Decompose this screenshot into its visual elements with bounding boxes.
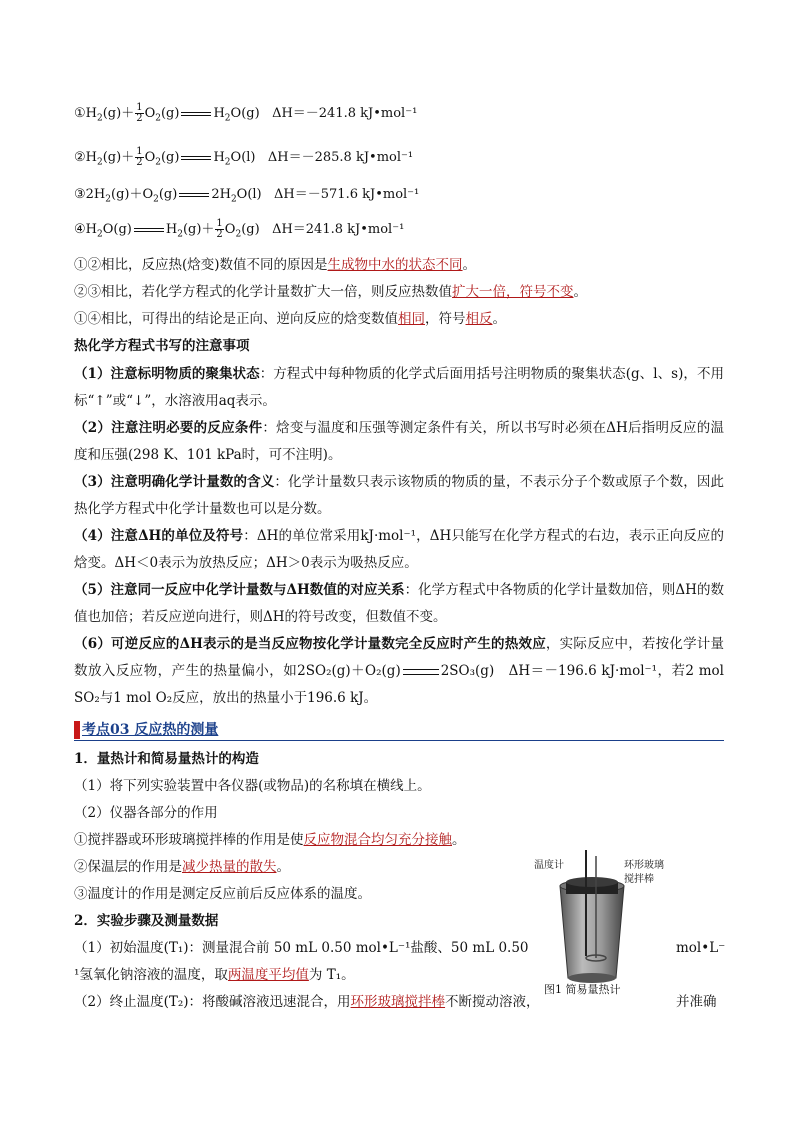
compare-3-mid: ，符号 <box>425 311 466 327</box>
eq4-dh: ΔH＝241.8 kJ•mol⁻¹ <box>272 222 405 237</box>
compare-1-text: ①②相比，反应热(焓变)数值不同的原因是 <box>74 257 328 273</box>
part1-line-3-end: 。 <box>452 832 466 848</box>
part1-line-5: ③温度计的作用是测定反应前后反应体系的温度。 <box>74 886 371 902</box>
figure-caption: 图1 简易量热计 <box>544 983 621 996</box>
label-stirrer-2: 搅拌棒 <box>624 874 654 885</box>
equation-3: $③2H_2(g)+O_2(g)$ $2H_2O(l)$ ΔH＝－571.6 kJ•mol⁻¹ <box>74 187 420 205</box>
reversible-arrow-icon <box>403 669 439 675</box>
part2-line-3-answer: 环形玻璃搅拌棒 <box>350 994 446 1010</box>
equation-1: $①H_2(g)+$ $\frac{1}{2}$ $O_2(g)$ $H_2O(g)$ ΔH＝－241.8 kJ•mol⁻¹ <box>74 102 418 124</box>
note-6-text-1: ，实际反应中，若按化学计量数放入反应物，产生的热量偏小，如2SO₂(g)＋O₂(g) <box>74 636 724 679</box>
note-5-text: ：化学方程式中各物质的化学计量数加倍，则ΔH的数值也加倍；若反应逆向进行，则ΔH的符号改变，但数值不变。 <box>74 582 724 625</box>
note-4-title: （4）注意ΔH的单位及符号 <box>74 528 244 544</box>
compare-2-text: ②③相比，若化学方程式的化学计量数扩大一倍，则反应热数值 <box>74 284 452 300</box>
note-6-text-2: 2SO₃(g) ΔH＝－196.6 kJ·mol⁻¹，若2 mol SO₂与1 mol O₂反应，放出的热量小于196.6 kJ。 <box>74 663 724 706</box>
part1-line-4-text: ②保温层的作用是 <box>74 859 182 875</box>
part2-line-2-end: 为 T₁。 <box>308 967 355 983</box>
part2-line-3-end: 不断搅动溶液， <box>445 994 540 1010</box>
compare-2-end: 。 <box>573 284 587 300</box>
compare-3-end: 。 <box>492 311 506 327</box>
part2-line-3 <box>74 991 540 1013</box>
part1-line-4-end: 。 <box>276 859 290 875</box>
eq2-dh: ΔH＝－285.8 kJ•mol⁻¹ <box>267 150 414 165</box>
part2-line-1: （1）初始温度(T₁)：测量混合前 50 mL 0.50 mol•L⁻¹盐酸、50 mL 0.50 <box>74 940 529 956</box>
part2-line-1-cont: mol•L⁻ <box>676 940 726 956</box>
part2-line-3-text: （2）终止温度(T₂)：将酸碱溶液迅速混合，用 <box>74 994 351 1010</box>
eq3-dh: ΔH＝－571.6 kJ•mol⁻¹ <box>274 187 420 202</box>
section-title: 考点03 反应热的测量 <box>82 722 219 738</box>
note-2-text: ：焓变与温度和压强等测定条件有关，所以书写时必须在ΔH后指明反应的温度和压强(298 K、101 kPa时，可不注明)。 <box>74 420 724 463</box>
part1-line-4-answer: 减少热量的散失 <box>182 859 277 875</box>
compare-1-end: 。 <box>462 257 477 273</box>
note-1 <box>74 361 724 415</box>
label-stirrer-1: 环形玻璃 <box>624 860 664 871</box>
part2-line-2-answer: 两温度平均值 <box>227 967 309 983</box>
note-3 <box>74 469 724 523</box>
label-thermometer: 温度计 <box>534 860 564 871</box>
note-6 <box>74 631 724 712</box>
note-1-title: （1）注意标明物质的聚集状态 <box>74 366 260 382</box>
part1-line-3-answer: 反应物混合均匀充分接触 <box>303 832 452 848</box>
part2-line-3-cont: 并准确 <box>676 994 717 1010</box>
part1-line-3-text: ①搅拌器或环形玻璃搅拌棒的作用是使 <box>74 832 304 848</box>
note-1-text: ：方程式中每种物质的化学式后面用括号注明物质的聚集状态(g、l、s)，不用标“↑”或“↓”，水溶液用aq表示。 <box>74 366 725 409</box>
compare-3-answer-1: 相同 <box>398 311 425 327</box>
part1-line-2: （2）仪器各部分的作用 <box>74 805 218 821</box>
note-2-title: （2）注意注明必要的反应条件 <box>74 420 263 436</box>
note-2 <box>74 415 724 469</box>
compare-1 <box>74 254 724 276</box>
note-3-text: ：化学计量数只表示该物质的物质的量，不表示分子个数或原子个数，因此热化学方程式中化学计量数也可以是分数。 <box>74 474 724 517</box>
note-5-title: （5）注意同一反应中化学计量数与ΔH数值的对应关系 <box>74 582 405 598</box>
compare-2-answer: 扩大一倍，符号不变 <box>452 284 574 300</box>
eq1-dh: ΔH＝－241.8 kJ•mol⁻¹ <box>272 106 418 121</box>
note-4-text: ：ΔH的单位常采用kJ·mol⁻¹，ΔH只能写在化学方程式的右边，表示正向反应的焓变。ΔH＜0表示为放热反应；ΔH＞0表示为吸热反应。 <box>74 528 725 571</box>
note-3-title: （3）注意明确化学计量数的含义 <box>74 474 275 490</box>
note-5 <box>74 577 724 631</box>
section-header <box>74 719 724 741</box>
part2-heading: 2．实验步骤及测量数据 <box>74 913 219 929</box>
part1-heading: 1．量热计和简易量热计的构造 <box>74 751 259 767</box>
compare-1-answer: 生成物中水的状态不同 <box>327 257 463 273</box>
section-rule <box>74 740 724 741</box>
note-6-title: （6）可逆反应的ΔH表示的是当反应物按化学计量数完全反应时产生的热效应 <box>74 636 546 652</box>
compare-2 <box>74 281 724 303</box>
part2-line-2-text: ¹氢氧化钠溶液的温度，取 <box>74 967 228 983</box>
notes-heading: 热化学方程式书写的注意事项 <box>74 338 250 354</box>
compare-3 <box>74 308 724 330</box>
compare-3-text: ①④相比，可得出的结论是正向、逆向反应的焓变数值 <box>74 311 398 327</box>
equation-4: $④H_2O(g)$ $H_2(g)+$ $\frac{1}{2}$ $O_2(g)$ ΔH＝241.8 kJ•mol⁻¹ <box>74 218 405 240</box>
part1-line-1: （1）将下列实验装置中各仪器(或物品)的名称填在横线上。 <box>74 778 431 794</box>
note-4 <box>74 523 724 577</box>
compare-3-answer-2: 相反 <box>465 311 493 327</box>
equation-2: $②H_2(g)+$ $\frac{1}{2}$ $O_2(g)$ $H_2O(l)$ ΔH＝－285.8 kJ•mol⁻¹ <box>74 146 414 168</box>
section-marker <box>74 721 80 739</box>
